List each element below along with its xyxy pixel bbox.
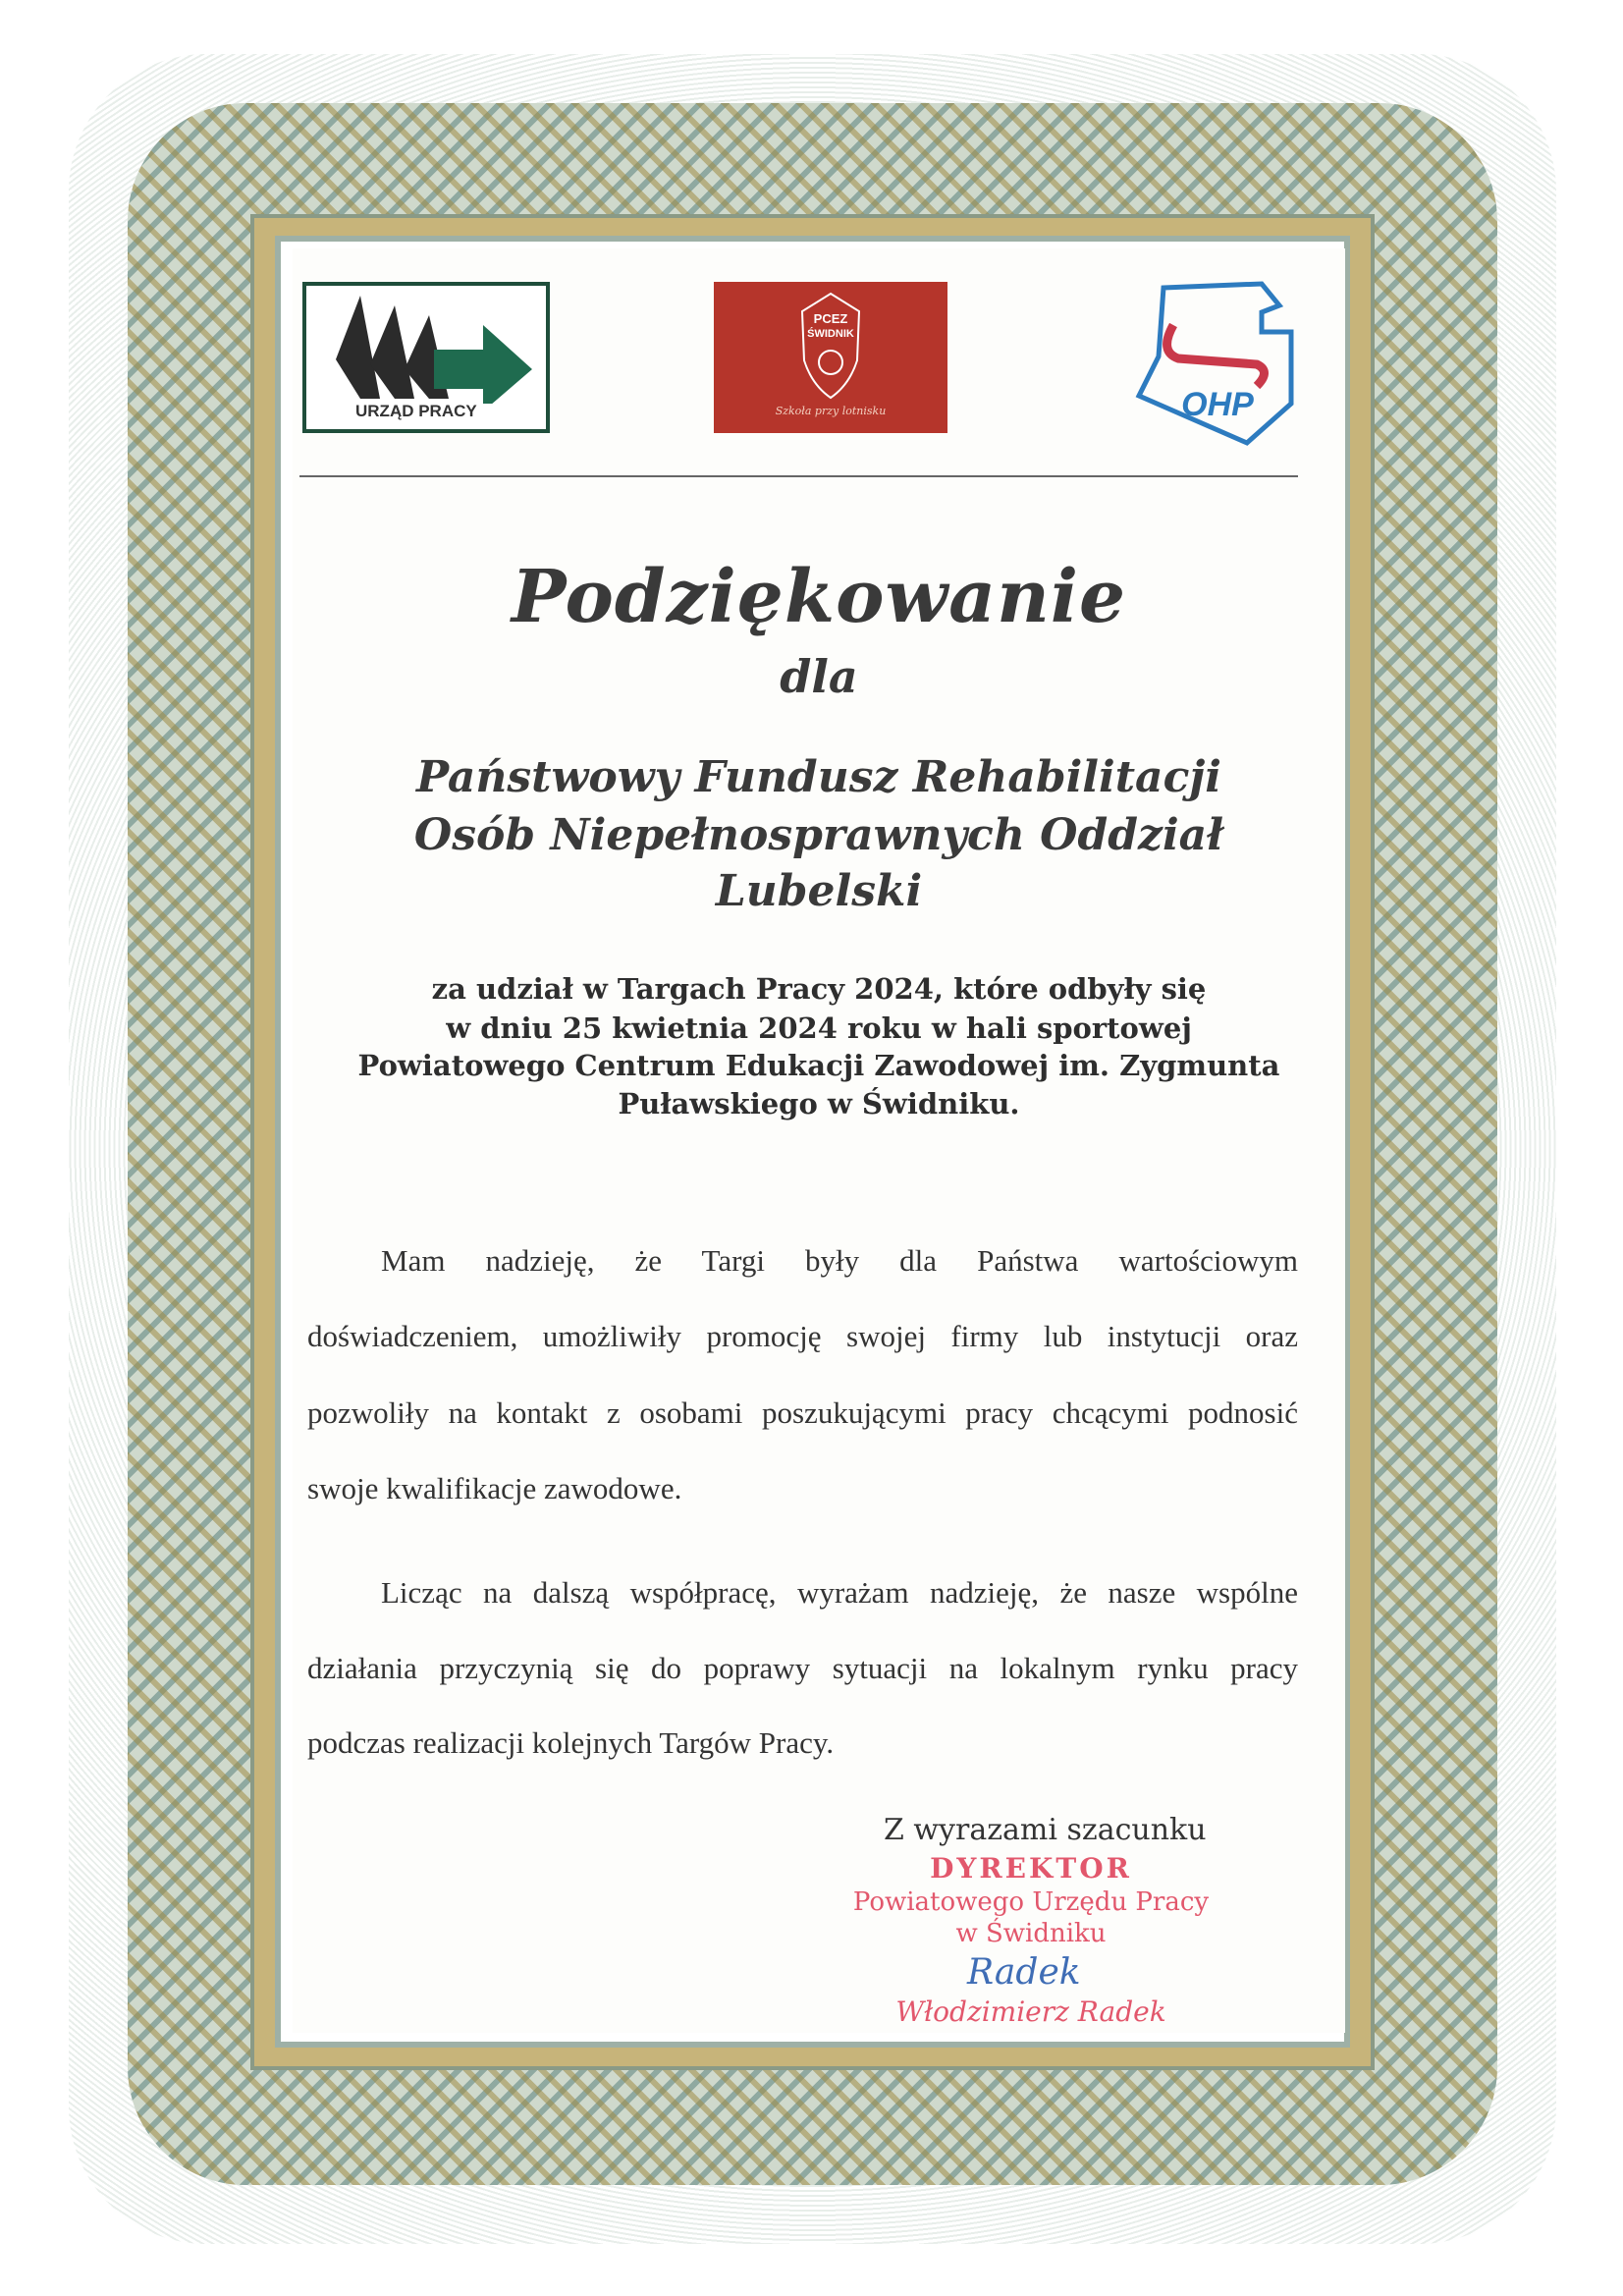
urzad-pracy-label: URZĄD PRACY [355,402,477,420]
recipient-line: Lubelski [715,866,923,916]
body-line: działania przyczynią się do poprawy sytuacji na lokalnym rynku pracy [307,1651,1298,1685]
stamp-name: Włodzimierz Radek [895,1995,1166,2028]
body-line: doświadczeniem, umożliwiły promocję swojej firmy lub instytucji oraz [307,1319,1298,1353]
recipient-line: Państwowy Fundusz Rehabilitacji [416,752,1221,802]
pcez-city: ŚWIDNIK [807,328,854,340]
stamp-line: Powiatowego Urzędu Pracy [852,1887,1210,1917]
reason-line: za udział w Targach Pracy 2024, które odbyły się [431,972,1207,1006]
reason-line: Puławskiego w Świdniku. [618,1087,1020,1121]
pcez-logo [714,282,947,433]
certificate-panel [293,248,1345,2033]
shield-icon [800,292,861,400]
stamp-title: DYREKTOR [930,1852,1132,1885]
body-line: swoje kwalifikacje zawodowe. [307,1471,682,1505]
body-line: podczas realizacji kolejnych Targów Pracy. [307,1725,835,1760]
ohp-logo [1134,278,1301,447]
ohp-emblem-icon [1134,278,1301,447]
for-label: dla [780,650,858,703]
pcez-tagline: Szkoła przy lotnisku [775,405,887,417]
recipient-line: Osób Niepełnosprawnych Oddział [413,810,1224,860]
body-line: Mam nadzieję, że Targi były dla Państwa wartościowym [381,1243,1298,1278]
pcez-text: PCEZ [813,311,848,326]
ohp-text: OHP [1181,386,1254,423]
arrow-icon [306,286,546,404]
reason-line: Powiatowego Centrum Edukacji Zawodowej im. Zygmunta [357,1049,1280,1082]
reason-line: w dniu 25 kwietnia 2024 roku w hali sportowej [446,1011,1192,1045]
urzad-pracy-logo [302,282,550,433]
certificate-title: Podziękowanie [511,555,1127,639]
body-line: Licząc na dalszą współpracę, wyrażam nadzieję, że nasze wspólne [381,1575,1298,1610]
signature: Radek [967,1952,1081,1993]
stamp-line: w Świdniku [955,1919,1107,1948]
header-divider [299,475,1298,477]
closing-text: Z wyrazami szacunku [884,1813,1207,1847]
body-line: pozwoliły na kontakt z osobami poszukującymi pracy chcącymi podnosić [307,1395,1298,1430]
